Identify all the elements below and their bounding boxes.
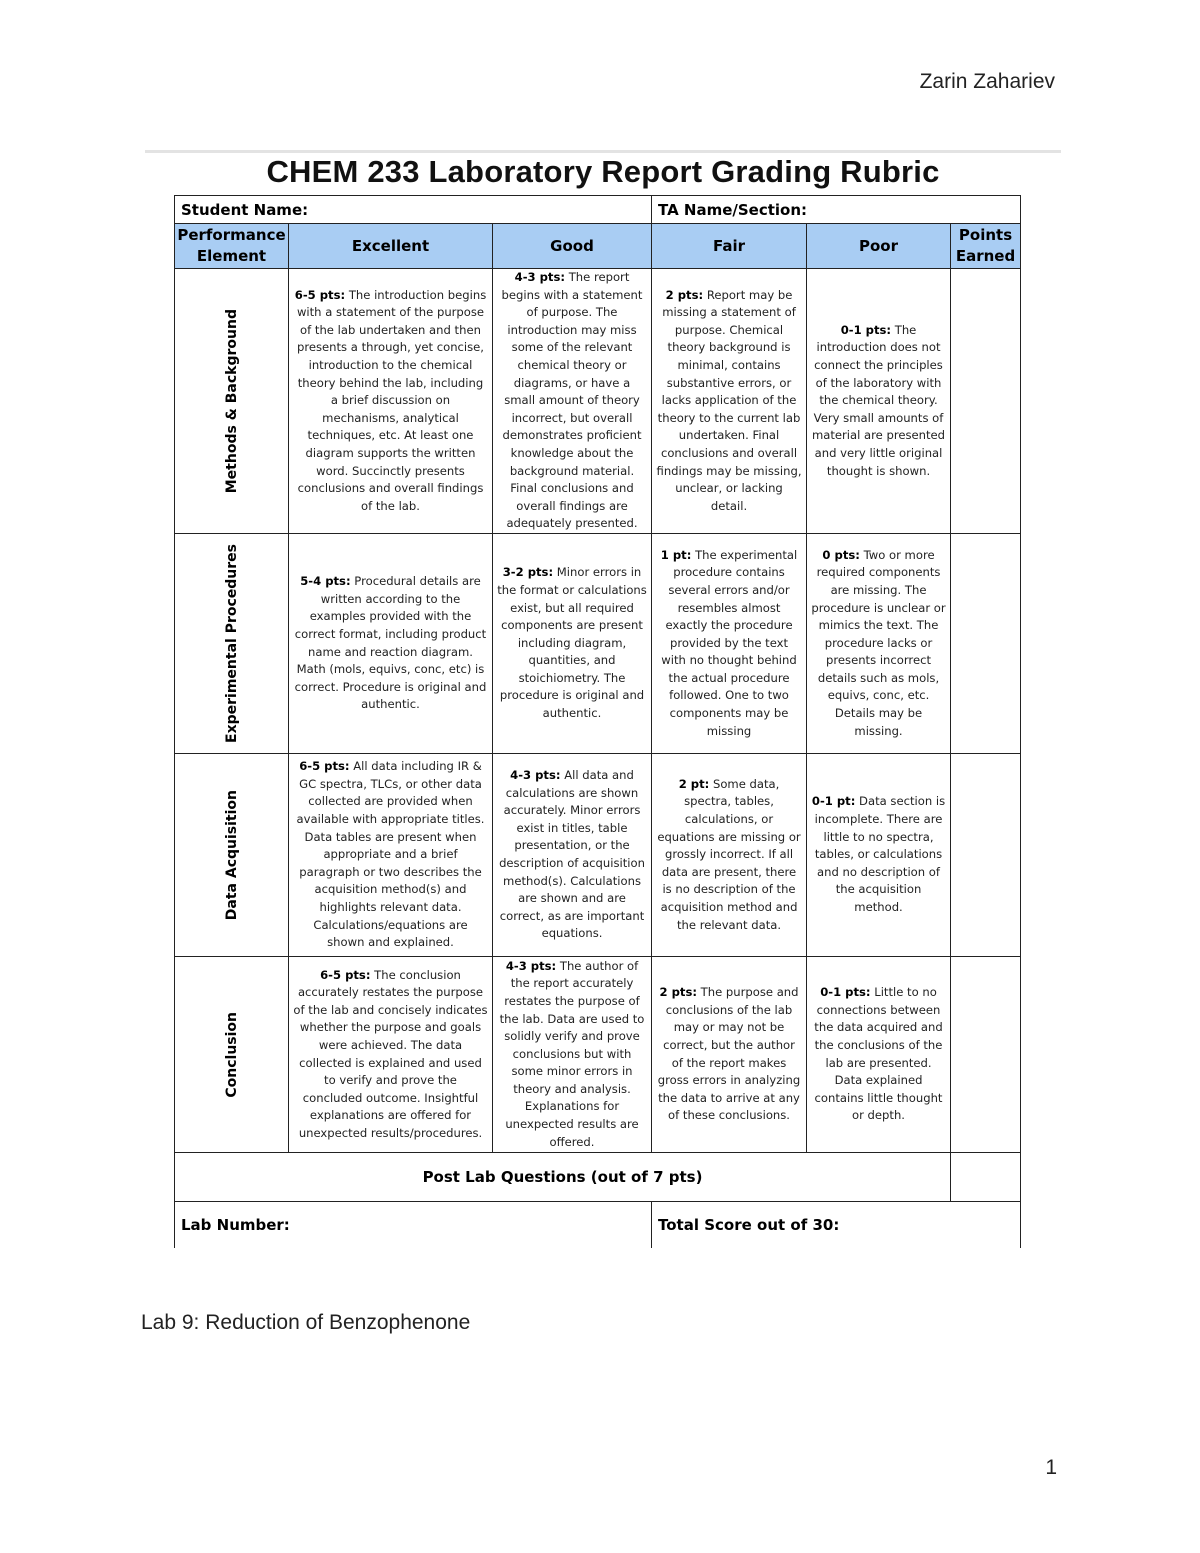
points-range: 4-3 pts:	[510, 768, 561, 783]
row-label: Experimental Procedures	[223, 544, 240, 743]
criteria-text: Report may be missing a statement of purpose. Chemical theory background is minimal, contains substantive errors, or lacks application of the theory to the current lab undertaken. Final conclusions and overall findings may be missing, unclear, or lacking detail.	[656, 287, 802, 513]
post-lab-row	[175, 1153, 1021, 1202]
cell-excellent	[289, 957, 493, 1153]
cell-good	[493, 754, 652, 957]
rubric-table	[174, 195, 1021, 1248]
footer-row	[175, 1202, 1021, 1249]
cell-poor	[807, 957, 951, 1153]
points-range: 6-5 pts:	[320, 967, 371, 982]
points-range: 6-5 pts:	[294, 287, 346, 302]
criteria-text: The introduction does not connect the principles of the laboratory with the chemical theory. Very small amounts of material are presented and very little original thought is shown.	[811, 322, 946, 478]
criteria-text: The author of the report accurately restates the purpose of the lab. Data are used to solidly verify and prove conclusions but with some minor errors in theory and analysis. Explanations for unexpected results are offered.	[499, 958, 645, 1149]
student-name-label: Student Name:	[175, 196, 652, 224]
table-row	[175, 754, 1021, 957]
points-range: 2 pts:	[659, 985, 697, 1000]
criteria-text: All data and calculations are shown accurately. Minor errors exist in titles, table presentation, or the description of acquisition method(s). Calculations are shown and are correct, as are important equations.	[499, 768, 645, 941]
points-range: 6-5 pts:	[299, 759, 350, 774]
cell-excellent	[289, 269, 493, 534]
criteria-text: Data section is incomplete. There are little to no spectra, tables, or calculations and no description of the acquisition method.	[814, 794, 946, 914]
post-lab-label: Post Lab Questions (out of 7 pts)	[175, 1153, 951, 1202]
post-lab-points-cell[interactable]	[951, 1153, 1021, 1202]
criteria-text: Little to no connections between the data acquired and the conclusions of the lab are presented. Data explained contains little thought or depth.	[814, 985, 943, 1123]
rubric-title: CHEM 233 Laboratory Report Grading Rubric	[266, 154, 940, 189]
criteria-text: Some data, spectra, tables, calculations, or equations are missing or grossly incorrect. If all data are present, there is no description of the acquisition method and the relevant data.	[657, 776, 801, 932]
cell-excellent	[289, 754, 493, 957]
criteria-text: Procedural details are written according to the examples provided with the correct format, including product name and reaction diagram. Math (mols, equivs, conc, etc) is correct. Procedure is original and authentic.	[294, 574, 487, 712]
criteria-text: Two or more required components are missing. The procedure is unclear or mimics the text. The procedure lacks or presents incorrect details such as mols, equivs, conc, etc. Details may be missing.	[811, 547, 946, 738]
row-label-cell	[175, 269, 289, 534]
points-range: 4-3 pts:	[514, 270, 566, 285]
row-label-cell	[175, 957, 289, 1153]
cell-poor	[807, 754, 951, 957]
cell-good	[493, 534, 652, 754]
column-header-row	[175, 224, 1021, 269]
points-range: 0-1 pts:	[840, 322, 892, 337]
column-header-points: Points Earned	[951, 224, 1021, 269]
page-number: 1	[1045, 1456, 1057, 1479]
column-header-excellent: Excellent	[289, 224, 493, 269]
criteria-text: The purpose and conclusions of the lab may or may not be correct, but the author of the report makes gross errors in analyzing the data to arrive at any of these conclusions.	[657, 985, 801, 1123]
points-range: 0-1 pt:	[811, 794, 856, 809]
points-earned-cell[interactable]	[951, 534, 1021, 754]
cell-good	[493, 957, 652, 1153]
cell-poor	[807, 269, 951, 534]
criteria-text: All data including IR & GC spectra, TLCs, or other data collected are provided when available with appropriate titles. Data tables are present when appropriate and a brief paragraph or two describes the acquisition method(s) and highlights relevant data. Calculations/equations are shown and explained.	[296, 759, 485, 950]
points-range: 5-4 pts:	[300, 574, 351, 589]
points-range: 3-2 pts:	[502, 565, 554, 580]
cell-fair	[652, 754, 807, 957]
column-header-poor: Poor	[807, 224, 951, 269]
points-range: 0 pts:	[822, 547, 860, 562]
cell-fair	[652, 269, 807, 534]
cell-poor	[807, 534, 951, 754]
row-label-cell	[175, 534, 289, 754]
cell-fair	[652, 534, 807, 754]
criteria-text: The report begins with a statement of purpose. The introduction may miss some of the relevant chemical theory or diagrams, or have a small amount of theory incorrect, but overall demonstrates proficient knowledge about the background material. Final conclusions and overall findings are adequately presented.	[501, 270, 643, 531]
points-range: 1 pt:	[660, 547, 692, 562]
table-row	[175, 534, 1021, 754]
points-earned-cell[interactable]	[951, 269, 1021, 534]
total-score-label: Total Score out of 30:	[652, 1202, 1021, 1249]
points-range: 0-1 pts:	[820, 985, 871, 1000]
points-range: 4-3 pts:	[505, 958, 557, 973]
criteria-text: The introduction begins with a statement of the purpose of the lab undertaken and then presents a through, yet concise, introduction to the chemical theory behind the lab, including a brief discussion on mechanisms, analytical techniques, etc. At least one diagram supports the written word. Succinctly presents conclusions and overall findings of the lab.	[296, 287, 487, 513]
table-row	[175, 957, 1021, 1153]
row-label: Conclusion	[223, 1011, 240, 1098]
column-header-good: Good	[493, 224, 652, 269]
column-header-fair: Fair	[652, 224, 807, 269]
header-rule	[145, 150, 1061, 153]
ta-name-label: TA Name/Section:	[652, 196, 1021, 224]
column-header-element: Performance Element	[175, 224, 289, 269]
cell-fair	[652, 957, 807, 1153]
points-earned-cell[interactable]	[951, 957, 1021, 1153]
cell-good	[493, 269, 652, 534]
row-label: Data Acquisition	[223, 789, 240, 921]
criteria-text: The conclusion accurately restates the purpose of the lab and concisely indicates whether the purpose and goals were achieved. The data collected is explained and used to verify and prove the concluded outcome. Insightful explanations are offered for unexpected results/procedures.	[293, 967, 488, 1140]
table-row	[175, 269, 1021, 534]
lab-title: Lab 9: Reduction of Benzophenone	[141, 1311, 471, 1334]
info-row	[175, 196, 1021, 224]
cell-excellent	[289, 534, 493, 754]
criteria-text: The experimental procedure contains several errors and/or resembles almost exactly the procedure provided by the text with no thought behind the actual procedure followed. One to two components may be missing	[661, 547, 798, 738]
points-earned-cell[interactable]	[951, 754, 1021, 957]
author-name: Zarin Zahariev	[919, 70, 1055, 93]
row-label: Methods & Background	[223, 308, 240, 494]
criteria-text: Minor errors in the format or calculations exist, but all required components are present including diagram, quantities, and stoichiometry. The procedure is original and authentic.	[497, 565, 647, 721]
row-label-cell	[175, 754, 289, 957]
points-range: 2 pt:	[678, 776, 710, 791]
points-range: 2 pts:	[665, 287, 704, 302]
lab-number-label: Lab Number:	[175, 1202, 652, 1249]
